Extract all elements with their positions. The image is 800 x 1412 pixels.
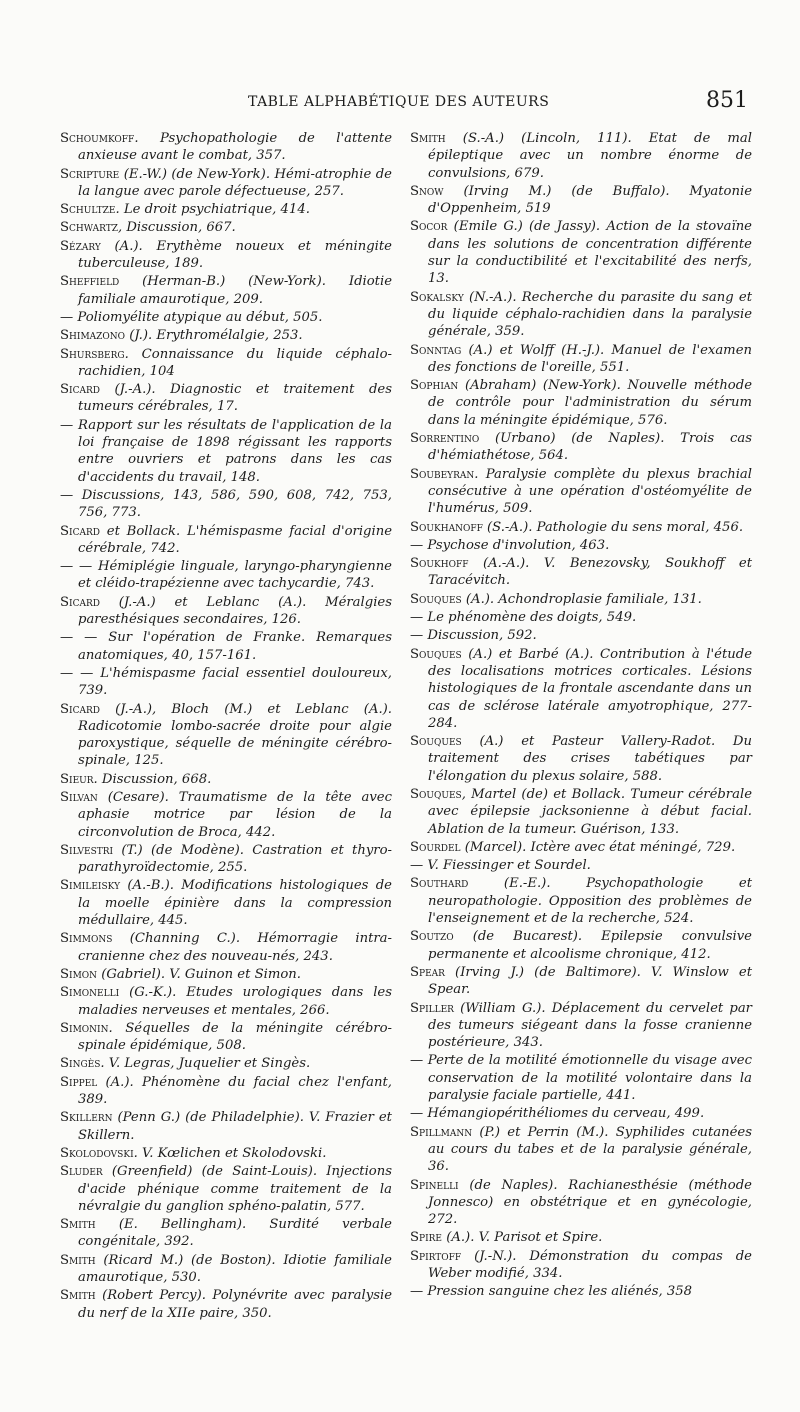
author-name: Sieur (60, 771, 94, 787)
author-name: Socor (410, 219, 448, 235)
entry-text: . Séquelles de la méningite cérébro-spinale épidémique, 508. (78, 1020, 392, 1054)
index-entry (410, 964, 752, 999)
entry-text: — Pression sanguine chez les aliénés, 358 (410, 1284, 693, 1300)
index-entry (410, 519, 752, 536)
index-entry (60, 166, 392, 201)
index-entry (60, 665, 392, 700)
entry-text: — Le phénomène des doigts, 549. (410, 610, 637, 626)
page-number: 851 (706, 88, 748, 113)
author-name: Simon (60, 966, 98, 982)
entry-text: — — L'hémispasme facial essentiel douloureux, 739. (60, 665, 392, 699)
index-entry (60, 130, 392, 165)
author-name: Shursberg (60, 346, 125, 362)
index-entry (410, 183, 752, 218)
entry-text: (J.-N.). Démonstration du compas de Weber modifié, 334. (428, 1248, 752, 1281)
entry-text: — Psychose d'involution, 463. (410, 537, 610, 553)
entry-text: (A.) et Wolff (H.-J.). Manuel de l'examen des fonctions de l'oreille, 551. (428, 342, 752, 375)
entry-text: — Perte de la motilité émotionnelle du visage avec conservation de la motilité volontaire dans la paralysie faciale partielle, 441. (410, 1053, 752, 1104)
index-entry (60, 1163, 392, 1215)
entry-text: — — Hémiplégie linguale, laryngo-pharyngienne et cléido-trapézienne avec tachycardie, 743. (60, 559, 392, 592)
entry-text: (J.-A.), Bloch (M.) et Leblanc (A.). Radicotomie lombo-sacrée droite pour algie paroxystique, séquelle de méningite cérébro-spinale, 125. (78, 701, 392, 769)
entry-text: (Ricard M.) (de Boston). Idiotie familiale amaurotique, 530. (78, 1252, 392, 1285)
entry-text: (de Bucarest). Epilepsie convulsive permanente et alcoolisme chronique, 412. (428, 929, 752, 962)
index-entry (410, 130, 752, 182)
author-name: Schultze (60, 202, 116, 218)
entry-text: (A.). Erythème noueux et méningite tuberculeuse, 189. (78, 238, 392, 272)
entry-text: — V. Fiessinger et Sourdel. (410, 858, 591, 874)
author-name: Sorrentino (410, 431, 480, 447)
index-entry (410, 1283, 752, 1300)
entry-text: . Psychopathologie de l'attente anxieuse avant le combat, 357. (78, 131, 392, 164)
author-name: Schwartz (60, 220, 118, 236)
author-name: Spillmann (410, 1124, 473, 1140)
author-name: Shimazono (60, 328, 126, 344)
index-entry (60, 629, 392, 664)
index-entry (410, 377, 752, 429)
entry-text: . V. Kœlichen et Skolodovski. (133, 1145, 327, 1161)
entry-text: (Irving J.) (de Baltimore). V. Winslow et Spear. (428, 964, 752, 998)
index-entry (60, 417, 392, 486)
author-name: Simonelli (60, 985, 120, 1001)
index-entry (410, 1177, 752, 1229)
index-entry (410, 646, 752, 732)
entry-text: (A.) et Barbé (A.). Contribution à l'étude des localisations motrices corticales. Lésions histologiques de la frontale ascendante dans un cas de sclérose latérale amyotrophique, 277-284. (428, 646, 752, 731)
author-name: Sonntag (410, 342, 462, 358)
entry-text: (E. Bellingham). Surdité verbale congénitale, 392. (78, 1217, 392, 1250)
author-name: Scripture (60, 166, 120, 182)
entry-text: (A.). V. Parisot et Spire. (442, 1230, 603, 1246)
entry-text: (William G.). Déplacement du cervelet par des tumeurs siégeant dans la fosse cranienne postérieure, 343. (428, 1000, 752, 1051)
author-name: Sicard (60, 701, 100, 717)
entry-text: (Penn G.) (de Philadelphie). V. Frazier et Skillern. (78, 1110, 392, 1143)
author-name: Smith (60, 1217, 96, 1233)
index-entry (60, 1216, 392, 1251)
index-entry (60, 327, 392, 344)
index-entry (410, 875, 752, 927)
index-entry (60, 771, 392, 788)
index-entry (410, 627, 752, 644)
author-name: Sluder (60, 1164, 103, 1180)
entry-text: (J.-A.) et Leblanc (A.). Méralgies paresthésiques secondaires, 126. (78, 594, 392, 628)
entry-text: — Discussion, 592. (410, 628, 537, 644)
author-name: Smith (410, 131, 446, 146)
author-name: Spirtoff (410, 1248, 462, 1264)
entry-text: (E.-W.) (de New-York). Hémi-atrophie de la langue avec parole défectueuse, 257. (78, 166, 392, 199)
author-name: Smith (60, 1252, 96, 1268)
author-name: Smith (60, 1288, 96, 1304)
entry-text: (Abraham) (New-York). Nouvelle méthode de contrôle pour l'administration du sérum dans la méningite épidémique, 576. (428, 378, 752, 428)
index-entry (410, 1124, 752, 1176)
entry-text: (A.). Achondroplasie familiale, 131. (461, 591, 702, 607)
index-entry (60, 789, 392, 841)
index-entry (60, 930, 392, 965)
entry-text: — — Sur l'opération de Franke. Remarques anatomiques, 40, 157-161. (60, 630, 392, 663)
author-name: Snow (410, 183, 444, 199)
index-entry (410, 342, 752, 377)
index-entry (60, 309, 392, 326)
entry-text: (Herman-B.) (New-York). Idiotie familiale amaurotique, 209. (78, 274, 392, 307)
entry-text: (N.-A.). Recherche du parasite du sang et du liquide céphalo-rachidien dans la paralysie générale, 359. (428, 289, 752, 340)
index-entry (410, 555, 752, 590)
running-title: TABLE ALPHABÉTIQUE DES AUTEURS (248, 94, 550, 110)
author-name: Sicard (60, 523, 100, 539)
author-name: Sokalsky (410, 289, 464, 305)
entry-text: (J.-A.). Diagnostic et traitement des tumeurs cérébrales, 17. (78, 382, 392, 415)
author-name: Sourdel (410, 839, 461, 855)
index-entry (60, 966, 392, 983)
author-name: Souques (410, 734, 462, 750)
entry-text: (T.) (de Modène). Castration et thyro-parathyroïdectomie, 255. (78, 842, 392, 876)
index-entry (410, 537, 752, 554)
entry-text: , Discussion, 667. (117, 220, 236, 236)
index-entry (410, 430, 752, 465)
author-name: Singès (60, 1056, 101, 1072)
entry-text: (E.-E.). Psychopathologie et neuropathologie. Opposition des problèmes de l'enseignement et de la recherche, 524. (428, 876, 752, 927)
author-name: Spiller (410, 1000, 454, 1016)
index-entry (410, 1000, 752, 1052)
index-entry (60, 346, 392, 381)
author-name: Sicard (60, 594, 100, 610)
index-entry (60, 1287, 392, 1322)
author-name: Silvestri (60, 842, 114, 858)
index-entry (410, 218, 752, 287)
author-name: Soukhanoff (410, 519, 483, 535)
entry-text: (A.) et Pasteur Vallery-Radot. Du traitement des crises tabétiques par l'élongation du plexus solaire, 588. (428, 734, 752, 784)
index-entry (410, 466, 752, 518)
author-name: Sézary (60, 238, 101, 254)
author-name: Soutzo (410, 929, 454, 945)
author-name: Schoumkoff (60, 131, 135, 146)
entry-text: — Poliomyélite atypique au début, 505. (60, 309, 323, 325)
entry-text: (S.-A.) (Lincoln, 111). Etat de mal épileptique avec un nombre énorme de convulsions, 679. (428, 131, 752, 181)
page-header (0, 88, 800, 118)
index-entry (60, 273, 392, 308)
index-entry (410, 857, 752, 874)
author-name: Skillern (60, 1110, 113, 1126)
index-entry (60, 201, 392, 218)
author-name: Southard (410, 876, 469, 892)
index-entry (410, 786, 752, 838)
entry-text: (Channing C.). Hémorragie intra-cranienne chez des nouveau-nés, 243. (78, 931, 392, 964)
entry-text: (A.-A.). V. Benezovsky, Soukhoff et Taracévitch. (428, 556, 752, 589)
author-name: Silvan (60, 789, 98, 805)
author-name: Sophian (410, 378, 459, 394)
index-entry (60, 558, 392, 593)
index-entry (60, 1074, 392, 1109)
index-entry (60, 487, 392, 522)
entry-text: (Robert Percy). Polynévrite avec paralysie du nerf de la XIIe paire, 350. (78, 1288, 392, 1321)
entry-text: (Urbano) (de Naples). Trois cas d'hémiathétose, 564. (428, 431, 752, 464)
index-entry (60, 238, 392, 273)
index-entry (60, 219, 392, 236)
entry-text: — Discussions, 143, 586, 590, 608, 742, 753, 756, 773. (60, 487, 392, 521)
index-entry (60, 1020, 392, 1055)
author-name: Sicard (60, 382, 100, 398)
index-entry (410, 1105, 752, 1122)
author-name: Simonin (60, 1020, 109, 1036)
index-entry (410, 928, 752, 963)
entry-text: (de Naples). Rachianesthésie (méthode Jonnesco) en obstétrique et en gynécologie, 272. (428, 1177, 752, 1228)
author-name: Skolodovski (60, 1145, 134, 1161)
entry-text: (P.) et Perrin (M.). Syphilides cutanées au cours du tabes et de la paralysie générale, 36. (428, 1124, 752, 1175)
index-entry (60, 984, 392, 1019)
entry-text: (Marcel). Ictère avec état méningé, 729. (460, 839, 736, 855)
entry-text: , Martel (de) et Bollack. Tumeur cérébrale avec épilepsie jacksonienne à début facial. Ablation de la tumeur. Guérison, 133. (428, 786, 752, 837)
entry-text: (A.). Phénomène du facial chez l'enfant, 389. (78, 1074, 392, 1108)
index-entry (410, 289, 752, 341)
author-name: Spire (410, 1230, 442, 1246)
author-name: Simmons (60, 931, 113, 947)
entry-text: (Greenfield) (de Saint-Louis). Injections d'acide phénique comme traitement de la névralgie du ganglion sphéno-palatin, 577. (78, 1164, 392, 1214)
left-column (60, 130, 392, 1323)
index-entry (410, 591, 752, 608)
index-entry (410, 1248, 752, 1283)
author-name: Souques (410, 646, 462, 662)
entry-text: (Emile G.) (de Jassy). Action de la stovaïne dans les solutions de concentration différente sur la conductibilité et l'excitabilité des nerfs, 13. (428, 219, 752, 287)
entry-text: — Rapport sur les résultats de l'application de la loi française de 1898 régissant les rapports entre ouvriers et patrons dans les cas d'accidents du travail, 148. (60, 417, 392, 485)
index-entry (60, 594, 392, 629)
entry-text: (Irving M.) (de Buffalo). Myatonie d'Oppenheim, 519 (428, 183, 752, 217)
author-name: Sippel (60, 1074, 98, 1090)
author-name: Spinelli (410, 1177, 459, 1193)
author-name: Souques (410, 786, 462, 802)
index-entry (410, 609, 752, 626)
entry-text: et Bollack. L'hémispasme facial d'origine cérébrale, 742. (78, 523, 392, 556)
index-entry (410, 1229, 752, 1246)
author-name: Spear (410, 964, 445, 980)
entry-text: — Hémangiopérithéliomes du cerveau, 499. (410, 1106, 705, 1122)
right-column (410, 130, 752, 1302)
entry-text: . Discussion, 668. (93, 771, 212, 787)
entry-text: (Cesare). Traumatisme de la tête avec aphasie motrice par lésion de la circonvolution de Broca, 442. (78, 789, 392, 840)
author-name: Souques (410, 591, 462, 607)
index-entry (60, 1109, 392, 1144)
author-name: Soukhoff (410, 556, 469, 572)
index-entry (60, 701, 392, 770)
entry-text: . Paralysie complète du plexus brachial consécutive à une opération d'ostéomyélite de l'humérus, 509. (428, 466, 752, 517)
author-name: Soubeyran (410, 466, 475, 482)
index-entry (410, 733, 752, 785)
entry-text: (S.-A.). Pathologie du sens moral, 456. (482, 519, 744, 535)
index-entry (60, 1252, 392, 1287)
entry-text: . V. Legras, Juquelier et Singès. (100, 1056, 311, 1072)
entry-text: (A.-B.). Modifications histologiques de la moelle épinière dans la compression médullaire, 445. (78, 878, 392, 929)
author-name: Simileisky (60, 878, 121, 894)
entry-text: (Gabriel). V. Guinon et Simon. (97, 966, 301, 982)
entry-text: . Le droit psychiatrique, 414. (115, 202, 310, 218)
entry-text: (G.-K.). Etudes urologiques dans les maladies nerveuses et mentales, 266. (78, 985, 392, 1018)
entry-text: (J.). Erythromélalgie, 253. (125, 328, 303, 344)
index-entry (60, 523, 392, 558)
index-entry (410, 839, 752, 856)
author-name: Sheffield (60, 274, 120, 290)
entry-text: . Connaissance du liquide céphalo-rachidien, 104 (78, 346, 392, 379)
index-entry (60, 842, 392, 877)
index-entry (60, 381, 392, 416)
index-entry (60, 1145, 392, 1162)
index-entry (60, 877, 392, 929)
index-entry (410, 1052, 752, 1104)
index-entry (60, 1055, 392, 1072)
